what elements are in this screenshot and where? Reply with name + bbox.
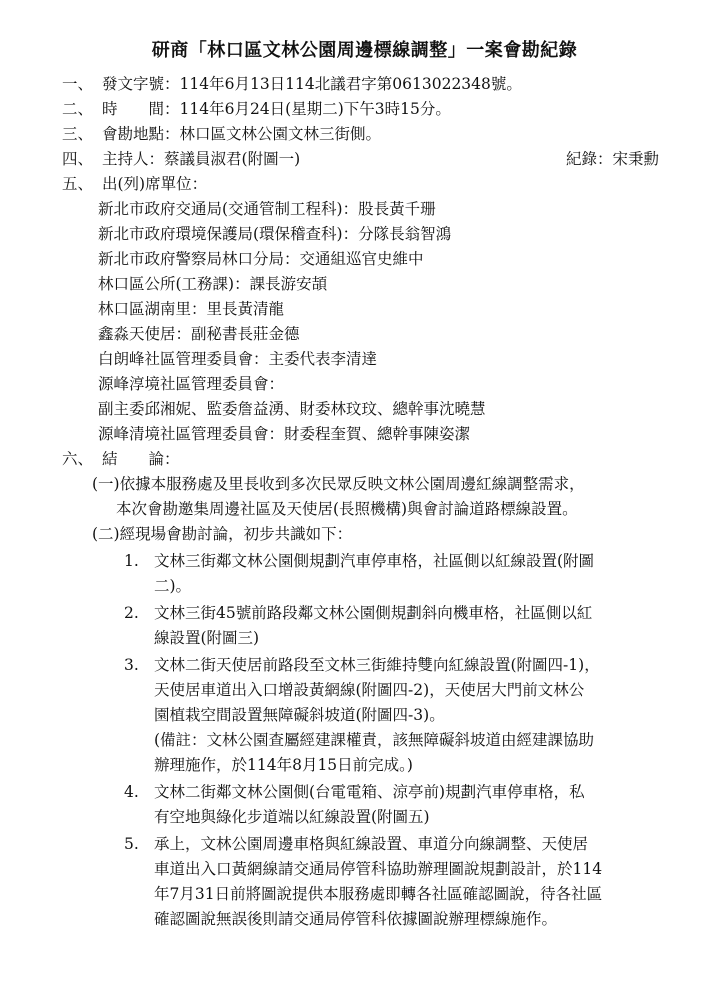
consensus-item: [124, 653, 667, 778]
attendee-item: 林口區湖南里：里長黃清龍: [98, 300, 285, 318]
item-note-line: (備註：文林公園查屬經建課權責，該無障礙斜坡道由經建課協助: [154, 731, 595, 749]
section-label: 發文字號：: [102, 75, 180, 93]
conclusion-para-2: [92, 522, 667, 547]
item-line: 文林三街45號前路段鄰文林公園側規劃斜向機車格，社區側以紅: [154, 604, 593, 622]
section-label: 結 論：: [102, 450, 180, 468]
consensus-list: [124, 549, 667, 932]
item-number: 3.: [124, 656, 139, 674]
section-label: 主持人：: [102, 150, 165, 168]
section-location: [62, 122, 667, 147]
attendee-list: [98, 197, 667, 447]
item-note-line: 辦理施作，於114年8月15日前完成。): [154, 756, 413, 774]
section-conclusions: [62, 447, 667, 472]
para-head: (一): [92, 475, 120, 493]
consensus-item: [124, 832, 667, 932]
section-number: 三、: [62, 125, 94, 143]
section-label: 時 間：: [102, 100, 180, 118]
attendee-item: 源峰清境社區管理委員會：財委程奎賀、總幹事陳姿潔: [98, 425, 471, 443]
conclusion-para-1-cont: 本次會勘邀集周邊社區及天使居(長照機構)與會討論道路標線設置。: [116, 500, 578, 518]
conclusion-para-1: [92, 472, 667, 497]
section-number: 六、: [62, 450, 94, 468]
attendee-item: 副主委邱湘妮、監委詹益湧、財委林玟玟、總幹事沈曉慧: [98, 400, 486, 418]
section-value: 114年6月24日(星期二)下午3時15分。: [179, 100, 451, 118]
section-number: 五、: [62, 175, 94, 193]
attendee-item: 源峰淳境社區管理委員會：: [98, 375, 285, 393]
attendee-item: 白朗峰社區管理委員會：主委代表李清達: [98, 350, 378, 368]
para-text: 依據本服務處及里長收到多次民眾反映文林公園周邊紅線調整需求，: [119, 475, 585, 493]
item-line: 文林三街鄰文林公園側規劃汽車停車格，社區側以紅線設置(附圖: [154, 552, 595, 570]
consensus-item: [124, 780, 667, 830]
section-label: 會勘地點：: [102, 125, 180, 143]
section-attendees: [62, 172, 667, 197]
attendee-item: 新北市政府交通局(交通管制工程科)：股長黃千珊: [98, 200, 436, 218]
attendee-item: 林口區公所(工務課)：課長游安頡: [98, 275, 328, 293]
section-host: [62, 147, 667, 172]
section-value: 林口區文林公園文林三街側。: [179, 125, 382, 143]
attendee-item: 新北市政府警察局林口分局：交通組巡官史維中: [98, 250, 424, 268]
section-number: 一、: [62, 75, 94, 93]
item-line: 車道出入口黃網線請交通局停管科協助辦理圖說規劃設計，於114: [154, 860, 603, 878]
section-value: 114年6月13日114北議君字第0613022348號。: [179, 75, 522, 93]
item-line: 文林二街天使居前路段至文林三街維持雙向紅線設置(附圖四-1)，: [154, 656, 600, 674]
section-time: [62, 97, 667, 122]
recorder: 紀錄：宋秉勳: [565, 150, 659, 168]
section-number: 二、: [62, 100, 94, 118]
item-line: 線設置(附圖三): [154, 629, 260, 647]
item-line: 有空地與綠化步道端以紅線設置(附圖五): [154, 808, 430, 826]
item-line: 天使居車道出入口增設黃網線(附圖四-2)，天使居大門前文林公: [154, 681, 585, 699]
section-doc-number: [62, 72, 667, 97]
consensus-item: [124, 549, 667, 599]
section-label: 出(列)席單位：: [102, 175, 208, 193]
attendee-item: 鑫淼天使居：副秘書長莊金德: [98, 325, 300, 343]
item-number: 1.: [124, 552, 139, 570]
para-head: (二): [92, 525, 120, 543]
item-line: 承上，文林公園周邊車格與紅線設置、車道分向線調整、天使居: [154, 835, 589, 853]
para-text: 經現場會勘討論，初步共識如下：: [119, 525, 353, 543]
item-line: 園植栽空間設置無障礙斜坡道(附圖四-3)。: [154, 706, 445, 724]
item-number: 4.: [124, 783, 139, 801]
host-name: 蔡議員淑君(附圖一): [164, 150, 301, 168]
item-line: 年7月31日前將圖說提供本服務處即轉各社區確認圖說，待各社區: [154, 885, 603, 903]
item-line: 二)。: [154, 577, 192, 595]
item-line: 文林二街鄰文林公園側(台電電箱、涼亭前)規劃汽車停車格，私: [154, 783, 585, 801]
item-number: 5.: [124, 835, 139, 853]
item-line: 確認圖說無誤後則請交通局停管科依據圖說辦理標線施作。: [154, 910, 558, 928]
attendee-item: 新北市政府環境保護局(環保稽查科)：分隊長翁智鴻: [98, 225, 452, 243]
document-title: 研商「林口區文林公園周邊標線調整」一案會勘紀錄: [151, 40, 578, 61]
item-number: 2.: [124, 604, 139, 622]
section-number: 四、: [62, 150, 94, 168]
consensus-item: [124, 601, 667, 651]
